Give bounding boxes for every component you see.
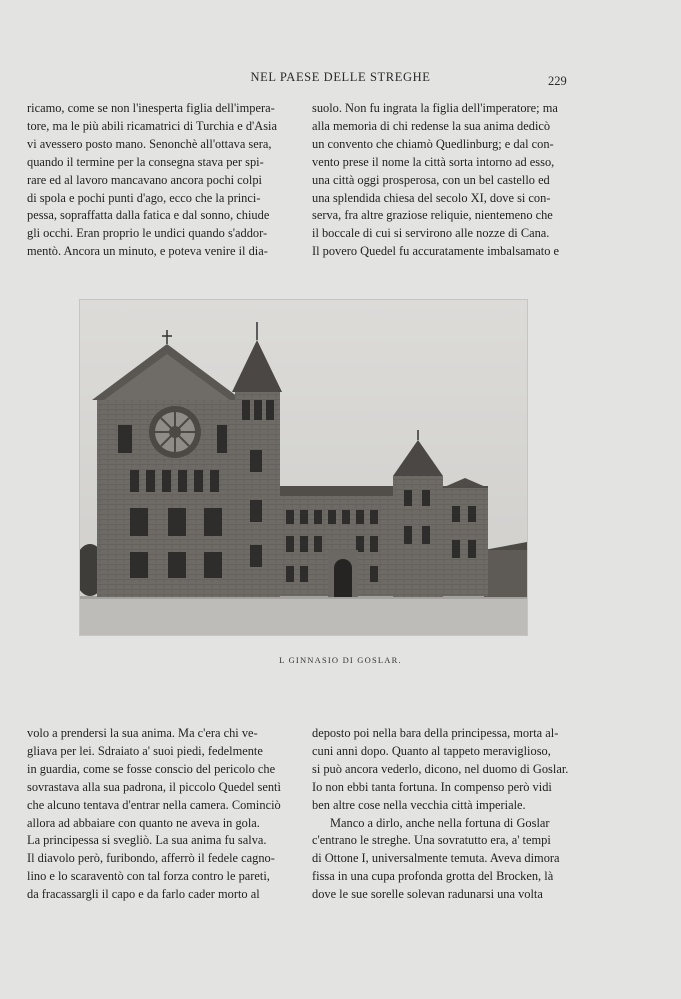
text-line: un convento che chiamò Quedlinburg; e dal con- (312, 136, 554, 151)
text-line: dove le sue sorelle solevan radunarsi una volta (312, 887, 543, 902)
text-line: Manco a dirlo, anche nella fortuna di Goslar (330, 815, 550, 830)
text-line: allora ad abbaiare con quanto ne aveva in gola. (27, 815, 260, 830)
page-number: 229 (548, 74, 567, 88)
text-line: La principessa si svegliò. La sua anima fu salva. (27, 833, 267, 848)
text-line: Io non ebbi tanta fortuna. In compenso però vidi (312, 779, 552, 794)
text-line: pessa, sopraffatta dalla fatica e dal sonno, chiude (27, 208, 270, 223)
text-line: quando il termine per la consegna stava per spi- (27, 154, 264, 169)
text-line: suolo. Non fu ingrata la figlia dell'imperatore; ma (312, 101, 558, 115)
text-line: sovrastava alla sua padrona, il piccolo Quedel sentì (27, 779, 281, 794)
text-line: volo a prendersi la sua anima. Ma c'era chi ve- (27, 726, 258, 740)
text-line: rare ed al lavoro mancavano ancora pochi colpi (27, 172, 262, 187)
text-line: Il povero Quedel fu accuratamente imbalsamato e (312, 244, 560, 259)
text-line: una splendida chiesa del secolo XI, dove si con- (312, 190, 551, 205)
photograph-gymnasium (79, 299, 528, 636)
text-line: c'entrano le streghe. Una sovratutto era, a' tempi (312, 833, 551, 848)
text-line: da fracassargli il capo e da farlo cader morto al (27, 887, 260, 902)
text-line: di Ottone I, universalmente temuta. Aveva dimora (312, 851, 560, 866)
text-line: gli occhi. Eran proprio le undici quando s'addor- (27, 226, 268, 241)
text-line: in guardia, come se fosse conscio del pericolo che (27, 761, 276, 776)
figure-caption: L GINNASIO DI GOSLAR. (279, 655, 402, 665)
text-line: fissa in una cupa profonda grotta del Brocken, là (312, 869, 554, 884)
text-column-bottom-right (312, 725, 584, 904)
text-column-top-right (312, 100, 584, 261)
text-line: ben altre cose nella vecchia città imperiale. (312, 797, 526, 812)
text-line: una città oggi prosperosa, con un bel castello ed (312, 172, 550, 187)
text-line: serva, fra altre graziose reliquie, nientemeno che (312, 208, 553, 223)
text-line: Il diavolo però, furibondo, afferrò il fedele cagno- (27, 851, 275, 866)
text-column-bottom-left (27, 725, 295, 904)
text-column-top-left (27, 100, 295, 261)
text-line: cuni anni dopo. Quanto al tappeto meraviglioso, (312, 743, 551, 758)
text-line: gliava per lei. Sdraiato a' suoi piedi, fedelmente (27, 743, 263, 758)
text-line: lino e lo scaraventò con tal forza contro le pareti, (27, 869, 270, 884)
text-line: si può ancora vederlo, dicono, nel duomo di Goslar. (312, 761, 569, 776)
text-line: vento prese il nome la città sorta intorno ad esso, (312, 154, 555, 169)
text-line: deposto poi nella bara della principessa, morta al- (312, 726, 559, 740)
text-line: alla memoria di chi redense la sua anima dedicò (312, 118, 551, 133)
text-line: di spola e pochi punti d'ago, ecco che la princi- (27, 190, 261, 205)
text-line: vi avessero posto mano. Senonchè all'ottava sera, (27, 136, 272, 151)
text-line: ricamo, come se non l'inesperta figlia dell'impera- (27, 101, 275, 115)
running-title: NEL PAESE DELLE STREGHE (250, 70, 431, 84)
text-line: tore, ma le più abili ricamatrici di Turchia e d'Asia (27, 118, 277, 133)
text-line: mentò. Ancora un minuto, e poteva venire il dia- (27, 244, 268, 259)
text-line: che alcuno tentava d'entrar nella camera. Cominciò (27, 797, 281, 812)
text-line: il boccale di cui si servirono alle nozze di Cana. (312, 226, 550, 241)
